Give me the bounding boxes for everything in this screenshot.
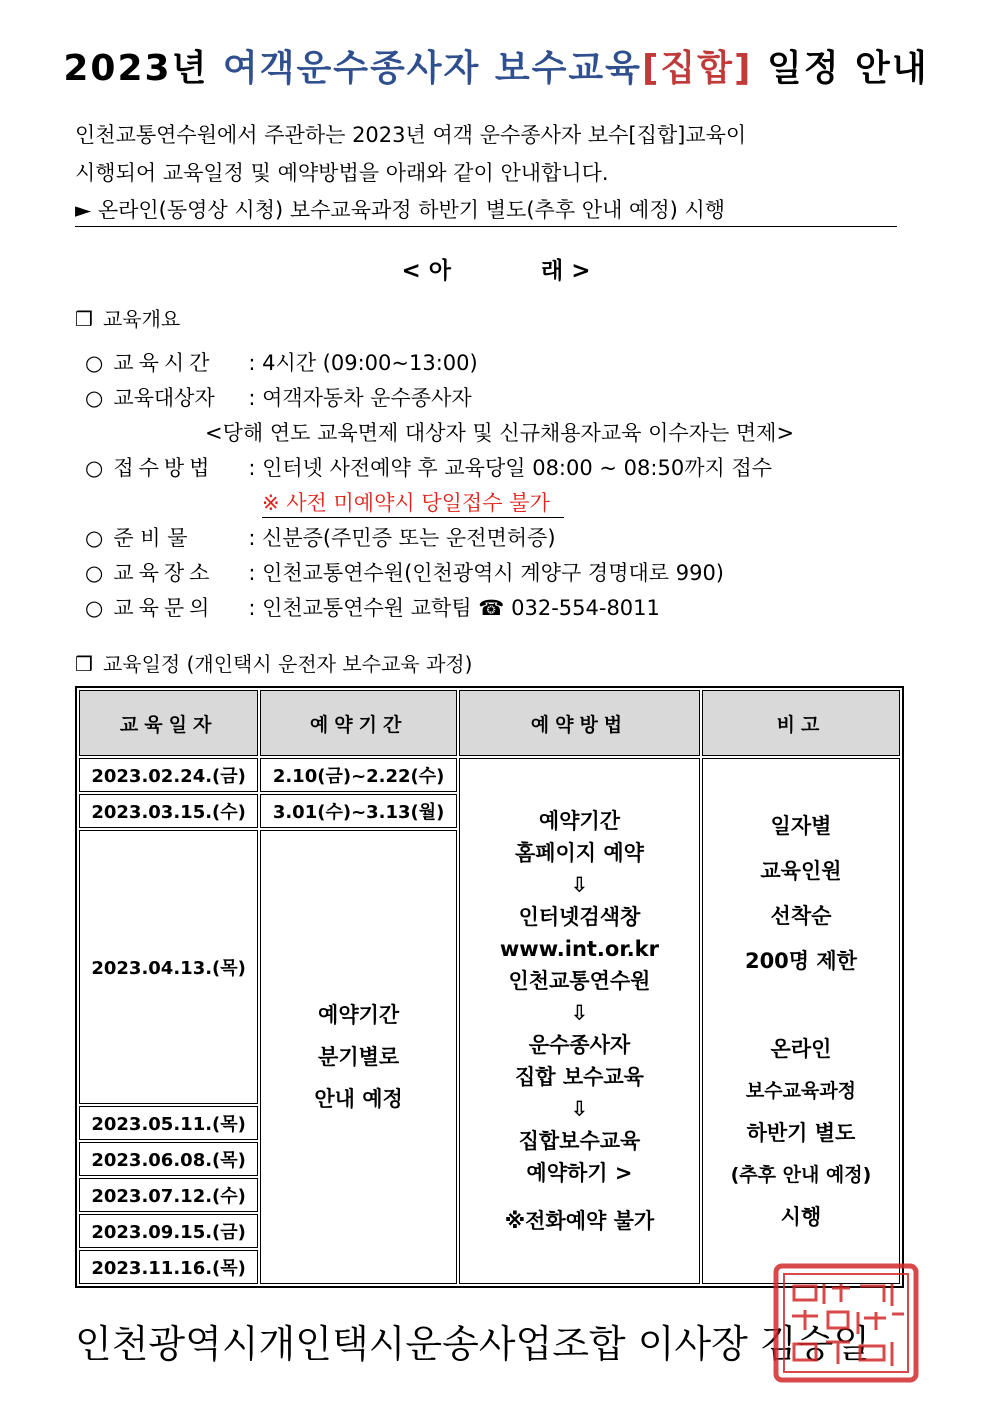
period-cell: 3.01(수)~3.13(월) — [260, 794, 457, 828]
method-line: 운수종사자 — [528, 1033, 631, 1057]
title-tag: [집합] — [641, 48, 753, 89]
overview-item — [85, 452, 772, 482]
date-cell: 2023.07.12.(수) — [79, 1178, 258, 1212]
circle-bullet-icon: ○ — [85, 526, 104, 550]
intro-line-2: 시행되어 교육일정 및 예약방법을 아래와 같이 안내합니다. — [75, 161, 609, 185]
table-header-row — [79, 690, 900, 756]
date-cell: 2023.02.24.(금) — [79, 758, 258, 792]
remark-line: 시행 — [780, 1205, 822, 1229]
target-exemption-note: <당해 연도 교육면제 대상자 및 신규채용자교육 이수자는 면제> — [205, 421, 795, 445]
table-row — [79, 758, 900, 792]
method-line: www.int.or.kr — [499, 937, 659, 961]
item-label: 교육문의 — [113, 596, 215, 620]
below-left: < 아 — [401, 258, 451, 284]
below-heading — [0, 252, 992, 285]
date-cell: 2023.11.16.(목) — [79, 1250, 258, 1284]
method-line: 홈페이지 예약 — [514, 841, 644, 865]
remarks-cell — [702, 758, 900, 1284]
date-cell: 2023.03.15.(수) — [79, 794, 258, 828]
item-value: : 인터넷 사전예약 후 교육당일 08:00 ~ 08:50까지 접수 — [248, 456, 773, 480]
date-cell: 2023.05.11.(목) — [79, 1106, 258, 1140]
down-arrow-icon: ⇩ — [570, 873, 589, 897]
item-label: 준 비 물 — [113, 526, 188, 550]
item-label: 교육장소 — [113, 561, 215, 585]
circle-bullet-icon: ○ — [85, 561, 104, 585]
below-right: 래 > — [541, 258, 591, 284]
item-value: : 여객자동차 운수종사자 — [248, 386, 472, 410]
online-notice: ► 온라인(동영상 시청) 보수교육과정 하반기 별도(추후 안내 예정) 시행 — [75, 194, 897, 227]
overview-item — [85, 382, 472, 412]
method-line: ※전화예약 불가 — [504, 1209, 655, 1233]
remark-line: 보수교육과정 — [745, 1080, 857, 1102]
date-cell: 2023.09.15.(금) — [79, 1214, 258, 1248]
method-line: 예약기간 — [538, 809, 621, 833]
period-note-line: 예약기간 — [318, 1002, 400, 1027]
down-arrow-icon: ⇩ — [570, 1097, 589, 1121]
overview-item — [85, 557, 724, 587]
circle-bullet-icon: ○ — [85, 351, 104, 375]
method-line: 인천교통연수원 — [508, 969, 651, 993]
intro-line-1: 인천교통연수원에서 주관하는 2023년 여객 운수종사자 보수[집합]교육이 — [75, 123, 747, 147]
schedule-table — [75, 686, 904, 1288]
header-cell: 비고 — [702, 690, 900, 756]
issuer-signature: 인천광역시개인택시운송사업조합 이사장 김승일 — [75, 1322, 871, 1366]
down-arrow-icon: ⇩ — [570, 1001, 589, 1025]
page-title — [0, 40, 992, 91]
item-label: 접수방법 — [113, 456, 215, 480]
date-cell: 2023.04.13.(목) — [79, 830, 258, 1104]
circle-bullet-icon: ○ — [85, 386, 104, 410]
method-line: 집합보수교육 — [518, 1129, 641, 1153]
period-note-cell — [260, 830, 457, 1284]
square-bullet-icon: ❒ — [75, 307, 93, 331]
overview-item — [85, 347, 478, 377]
method-cell — [459, 758, 700, 1284]
header-cell: 예약방법 — [459, 690, 700, 756]
item-value: : 4시간 (09:00~13:00) — [248, 351, 478, 375]
remark-line: 하반기 별도 — [746, 1121, 856, 1145]
item-value: : 신분증(주민증 또는 운전면허증) — [248, 526, 556, 550]
schedule-heading-text: 교육일정 (개인택시 운전자 보수교육 과정) — [102, 652, 473, 676]
remark-spacer — [703, 984, 899, 1028]
remark-line: 선착순 — [770, 904, 832, 928]
item-value: : 인천교통연수원(인천광역시 계양구 경명대로 990) — [248, 561, 725, 585]
period-note-line: 안내 예정 — [314, 1086, 403, 1111]
overview-heading — [75, 303, 180, 332]
remark-line: 일자별 — [770, 814, 832, 838]
title-suffix: 일정 안내 — [752, 48, 929, 89]
circle-bullet-icon: ○ — [85, 456, 104, 480]
overview-heading-text: 교육개요 — [102, 307, 181, 331]
item-value: : 인천교통연수원 교학팀 ☎ 032-554-8011 — [248, 596, 660, 620]
method-line: 집합 보수교육 — [514, 1065, 644, 1089]
remark-line: 교육인원 — [760, 859, 842, 883]
method-spacer — [460, 1189, 699, 1205]
period-cell: 2.10(금)~2.22(수) — [260, 758, 457, 792]
item-label: 교육대상자 — [113, 386, 215, 410]
intro-text — [75, 116, 746, 192]
remark-line: 200명 제한 — [744, 949, 857, 973]
circle-bullet-icon: ○ — [85, 596, 104, 620]
remark-line: (추후 안내 예정) — [730, 1164, 872, 1186]
date-cell: 2023.06.08.(목) — [79, 1142, 258, 1176]
item-label: 교육시간 — [113, 351, 215, 375]
overview-item — [85, 592, 660, 622]
header-cell: 예약기간 — [260, 690, 457, 756]
title-main: 여객운수종사자 보수교육 — [222, 48, 642, 89]
title-year: 2023년 — [63, 48, 223, 89]
no-walkin-warning: ※ 사전 미예약시 당일접수 불가 — [262, 487, 564, 518]
schedule-heading — [75, 648, 472, 677]
method-line: 인터넷검색창 — [518, 905, 641, 929]
overview-item — [85, 522, 556, 552]
remark-line: 온라인 — [770, 1037, 832, 1061]
official-seal-stamp — [772, 1262, 920, 1384]
square-bullet-icon: ❒ — [75, 652, 93, 676]
header-cell: 교육일자 — [79, 690, 258, 756]
period-note-line: 분기별로 — [318, 1044, 400, 1069]
method-line: 예약하기 > — [526, 1161, 633, 1185]
